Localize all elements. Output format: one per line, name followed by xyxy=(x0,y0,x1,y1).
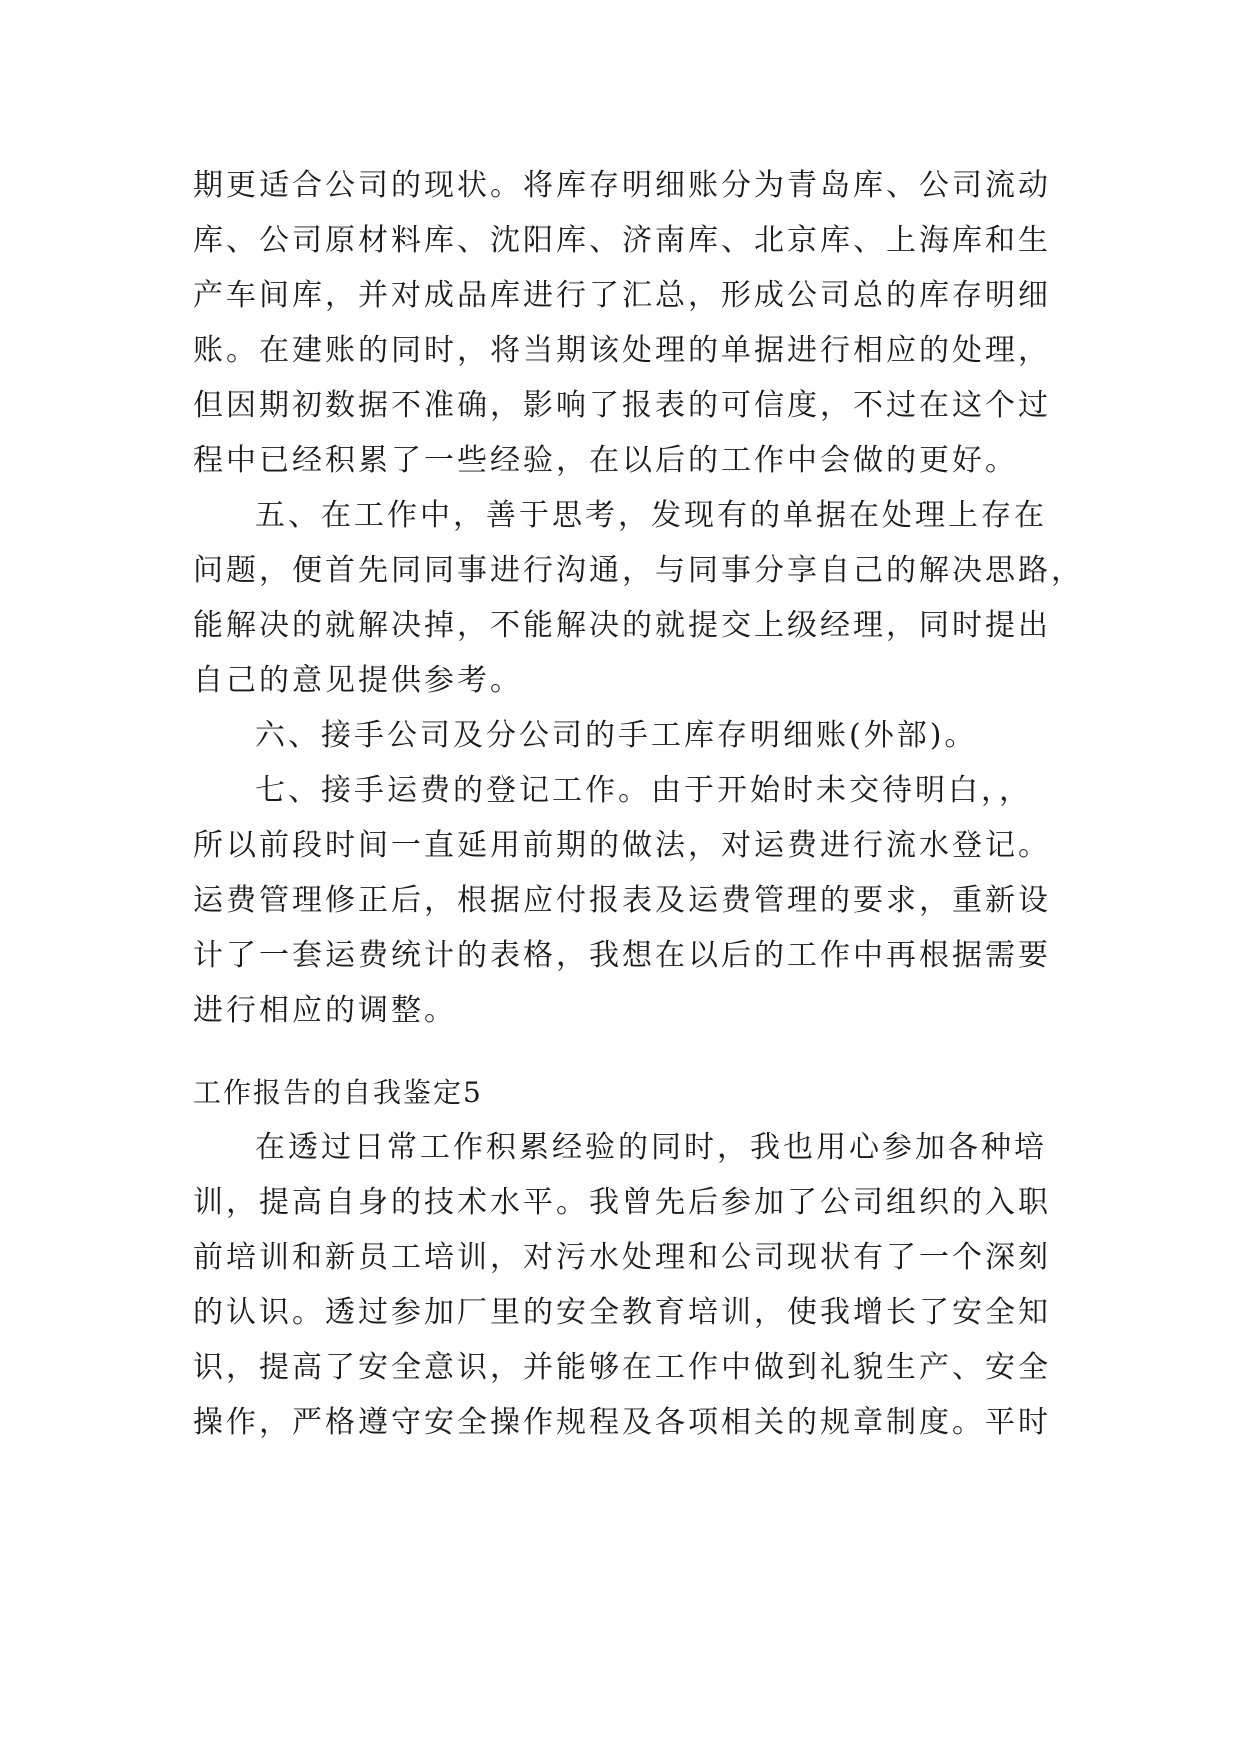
paragraph-line: 问题，便首先同同事进行沟通，与同事分享自己的解决思路， xyxy=(193,553,1084,588)
paragraph-line: 前培训和新员工培训，对污水处理和公司现状有了一个深刻 xyxy=(193,1240,1051,1275)
paragraph-line: 计了一套运费统计的表格，我想在以后的工作中再根据需要 xyxy=(193,938,1051,973)
paragraph-line: 操作，严格遵守安全操作规程及各项相关的规章制度。平时 xyxy=(193,1405,1051,1440)
paragraph-line: 程中已经积累了一些经验，在以后的工作中会做的更好。 xyxy=(193,443,1018,478)
paragraph-line: 产车间库，并对成品库进行了汇总，形成公司总的库存明细 xyxy=(193,278,1051,313)
paragraph-line: 识，提高了安全意识，并能够在工作中做到礼貌生产、安全 xyxy=(193,1350,1051,1385)
paragraph-line: 的认识。透过参加厂里的安全教育培训，使我增长了安全知 xyxy=(193,1295,1051,1330)
paragraph-line: 运费管理修正后，根据应付报表及运费管理的要求，重新设 xyxy=(193,883,1051,918)
paragraph-line: 在透过日常工作积累经验的同时，我也用心参加各种培 xyxy=(255,1130,1047,1165)
paragraph-line: 进行相应的调整。 xyxy=(193,993,457,1028)
paragraph-line: 自己的意见提供参考。 xyxy=(193,663,523,698)
section-heading: 工作报告的自我鉴定5 xyxy=(193,1076,483,1109)
paragraph-line: 训，提高自身的技术水平。我曾先后参加了公司组织的入职 xyxy=(193,1185,1051,1220)
paragraph-line: 五、在工作中，善于思考，发现有的单据在处理上存在 xyxy=(255,498,1047,533)
paragraph-line: 库、公司原材料库、沈阳库、济南库、北京库、上海库和生 xyxy=(193,223,1051,258)
paragraph-line: 所以前段时间一直延用前期的做法，对运费进行流水登记。 xyxy=(193,828,1051,863)
paragraph-line: 七、接手运费的登记工作。由于开始时未交待明白，， xyxy=(255,773,1032,808)
paragraph-line: 能解决的就解决掉，不能解决的就提交上级经理，同时提出 xyxy=(193,608,1051,643)
paragraph-line: 账。在建账的同时，将当期该处理的单据进行相应的处理， xyxy=(193,333,1051,368)
paragraph-line: 但因期初数据不准确，影响了报表的可信度，不过在这个过 xyxy=(193,388,1051,423)
paragraph-line: 六、接手公司及分公司的手工库存明细账(外部)。 xyxy=(255,718,978,753)
paragraph-line: 期更适合公司的现状。将库存明细账分为青岛库、公司流动 xyxy=(193,168,1051,203)
